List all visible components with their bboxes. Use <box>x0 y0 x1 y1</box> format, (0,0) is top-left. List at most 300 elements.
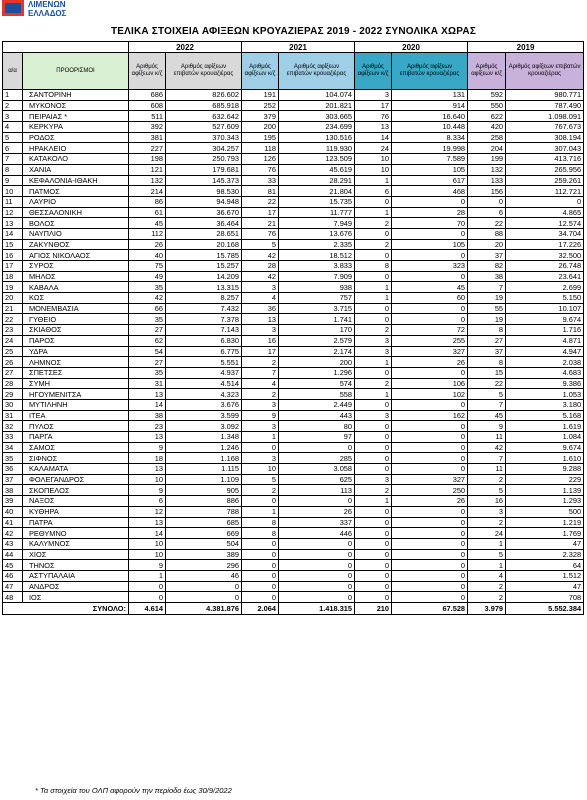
col-2019-arrivals: Αριθμός αφίξεων κ/ζ <box>468 53 506 90</box>
port-name: ΜΥΤΙΛΗΝΗ <box>23 399 129 410</box>
value-cell: 4.323 <box>166 389 242 400</box>
port-name: ΝΑΥΠΛΙΟ <box>23 228 129 239</box>
table-row <box>3 346 584 357</box>
total-cell: 1.418.315 <box>279 603 355 615</box>
value-cell: 70 <box>392 218 468 229</box>
value-cell: 370.343 <box>166 132 242 143</box>
value-cell: 0 <box>279 549 355 560</box>
year-2020: 2020 <box>355 42 468 53</box>
table-row <box>3 378 584 389</box>
value-cell: 327 <box>392 346 468 357</box>
value-cell: 214 <box>129 186 166 197</box>
value-cell: 1 <box>355 175 392 186</box>
row-index: 27 <box>3 367 23 378</box>
value-cell: 0 <box>392 196 468 207</box>
table-row <box>3 186 584 197</box>
value-cell: 17.226 <box>506 239 584 250</box>
port-name: ΣΥΡΟΣ <box>23 261 129 272</box>
row-index: 7 <box>3 154 23 165</box>
table-row <box>3 303 584 314</box>
page-title: ΤΕΛΙΚΑ ΣΤΟΙΧΕΙΑ ΑΦΙΞΕΩΝ ΚΡΟΥΑΖΙΕΡΑΣ 2019 - 2022 ΣΥΝΟΛΙΚΑ ΧΩΡΑΣ <box>110 26 477 37</box>
total-cell: 67.528 <box>392 603 468 615</box>
total-cell: 5.552.384 <box>506 603 584 615</box>
value-cell: 47 <box>506 538 584 549</box>
value-cell: 0 <box>392 271 468 282</box>
value-cell: 0 <box>242 442 279 453</box>
value-cell: 15.785 <box>166 250 242 261</box>
value-cell: 0 <box>355 250 392 261</box>
row-index: 10 <box>3 186 23 197</box>
col-2021-passengers: Αριθμός αφίξεων επιβατών κρουαζιέρας <box>279 53 355 90</box>
value-cell: 42 <box>242 250 279 261</box>
value-cell: 3.058 <box>279 464 355 475</box>
table-row <box>3 538 584 549</box>
value-cell: 7.909 <box>279 271 355 282</box>
port-name: ΒΟΛΟΣ <box>23 218 129 229</box>
value-cell: 0 <box>355 399 392 410</box>
table-row <box>3 506 584 517</box>
row-index: 22 <box>3 314 23 325</box>
value-cell: 308.194 <box>506 132 584 143</box>
value-cell: 13 <box>129 517 166 528</box>
value-cell: 392 <box>129 122 166 133</box>
value-cell: 250 <box>392 485 468 496</box>
value-cell: 0 <box>242 592 279 603</box>
value-cell: 1.098.091 <box>506 111 584 122</box>
value-cell: 10 <box>242 464 279 475</box>
port-name: ΠΥΛΟΣ <box>23 421 129 432</box>
table-row <box>3 271 584 282</box>
value-cell: 511 <box>129 111 166 122</box>
value-cell: 60 <box>392 293 468 304</box>
value-cell: 28 <box>242 261 279 272</box>
value-cell: 0 <box>506 196 584 207</box>
value-cell: 1.741 <box>279 314 355 325</box>
col-2020-arrivals: Αριθμός αφίξεων κ/ζ <box>355 53 392 90</box>
value-cell: 10 <box>129 549 166 560</box>
port-name: ΙΤΕΑ <box>23 410 129 421</box>
value-cell: 13 <box>129 389 166 400</box>
row-index: 33 <box>3 432 23 443</box>
value-cell: 7 <box>468 453 506 464</box>
row-index: 26 <box>3 357 23 368</box>
value-cell: 252 <box>242 100 279 111</box>
port-name: ΙΟΣ <box>23 592 129 603</box>
value-cell: 327 <box>392 474 468 485</box>
table-row <box>3 549 584 560</box>
value-cell: 201.821 <box>279 100 355 111</box>
value-cell: 0 <box>279 581 355 592</box>
row-index: 48 <box>3 592 23 603</box>
value-cell: 413.716 <box>506 154 584 165</box>
table-row <box>3 90 584 101</box>
value-cell: 18 <box>129 453 166 464</box>
total-cell: 3.979 <box>468 603 506 615</box>
value-cell: 0 <box>279 560 355 571</box>
port-name: ΑΓΙΟΣ ΝΙΚΟΛΑΟΣ <box>23 250 129 261</box>
value-cell: 13 <box>129 432 166 443</box>
total-row <box>3 603 584 615</box>
value-cell: 767.673 <box>506 122 584 133</box>
value-cell: 4.514 <box>166 378 242 389</box>
value-cell: 2 <box>242 357 279 368</box>
value-cell: 3.092 <box>166 421 242 432</box>
value-cell: 0 <box>355 549 392 560</box>
col-2020-passengers: Αριθμός αφίξεων επιβατών κρουαζιέρας <box>392 53 468 90</box>
value-cell: 36.464 <box>166 218 242 229</box>
value-cell: 7.949 <box>279 218 355 229</box>
table-row <box>3 218 584 229</box>
value-cell: 130.516 <box>279 132 355 143</box>
value-cell: 8.257 <box>166 293 242 304</box>
value-cell: 0 <box>392 250 468 261</box>
row-index: 14 <box>3 228 23 239</box>
table-row <box>3 485 584 496</box>
value-cell: 12 <box>129 506 166 517</box>
value-cell: 0 <box>392 528 468 539</box>
value-cell: 118 <box>242 143 279 154</box>
value-cell: 379 <box>242 111 279 122</box>
value-cell: 4 <box>242 378 279 389</box>
value-cell: 303.665 <box>279 111 355 122</box>
value-cell: 3.676 <box>166 399 242 410</box>
value-cell: 17 <box>242 207 279 218</box>
port-name: ΣΑΜΟΣ <box>23 442 129 453</box>
port-name: ΦΟΛΕΓΑΝΔΡΟΣ <box>23 474 129 485</box>
value-cell: 389 <box>166 549 242 560</box>
value-cell: 112.721 <box>506 186 584 197</box>
value-cell: 10 <box>129 474 166 485</box>
value-cell: 420 <box>468 122 506 133</box>
value-cell: 8 <box>242 528 279 539</box>
value-cell: 6.830 <box>166 335 242 346</box>
value-cell: 0 <box>355 421 392 432</box>
row-index: 47 <box>3 581 23 592</box>
table-row <box>3 175 584 186</box>
value-cell: 75 <box>129 261 166 272</box>
value-cell: 3 <box>355 346 392 357</box>
value-cell: 26 <box>392 496 468 507</box>
row-index: 41 <box>3 517 23 528</box>
port-name: ΚΥΘΗΡΑ <box>23 506 129 517</box>
value-cell: 0 <box>279 570 355 581</box>
value-cell: 5.168 <box>506 410 584 421</box>
year-2021: 2021 <box>242 42 355 53</box>
value-cell: 8 <box>468 357 506 368</box>
value-cell: 0 <box>355 592 392 603</box>
value-cell: 26.748 <box>506 261 584 272</box>
value-cell: 905 <box>166 485 242 496</box>
value-cell: 7.378 <box>166 314 242 325</box>
value-cell: 625 <box>279 474 355 485</box>
port-name: ΠΑΡΟΣ <box>23 335 129 346</box>
value-cell: 45 <box>129 218 166 229</box>
value-cell: 632.642 <box>166 111 242 122</box>
port-name: ΛΗΜΝΟΣ <box>23 357 129 368</box>
value-cell: 9 <box>129 485 166 496</box>
value-cell: 307.043 <box>506 143 584 154</box>
value-cell: 788 <box>166 506 242 517</box>
port-name: ΧΙΟΣ <box>23 549 129 560</box>
row-index: 5 <box>3 132 23 143</box>
table-row <box>3 367 584 378</box>
value-cell: 1.168 <box>166 453 242 464</box>
value-cell: 0 <box>392 570 468 581</box>
port-name: ΗΡΑΚΛΕΙΟ <box>23 143 129 154</box>
value-cell: 81 <box>242 186 279 197</box>
value-cell: 10 <box>355 154 392 165</box>
value-cell: 2.038 <box>506 357 584 368</box>
value-cell: 20 <box>468 239 506 250</box>
row-index: 17 <box>3 261 23 272</box>
value-cell: 19.998 <box>392 143 468 154</box>
value-cell: 1 <box>242 432 279 443</box>
value-cell: 2 <box>468 517 506 528</box>
value-cell: 102 <box>392 389 468 400</box>
value-cell: 22 <box>468 378 506 389</box>
port-name: ΜΟΝΕΜΒΑΣΙΑ <box>23 303 129 314</box>
value-cell: 76 <box>242 164 279 175</box>
value-cell: 0 <box>355 228 392 239</box>
value-cell: 0 <box>355 314 392 325</box>
value-cell: 0 <box>129 592 166 603</box>
port-name: ΝΑΞΟΣ <box>23 496 129 507</box>
port-name: ΜΗΛΟΣ <box>23 271 129 282</box>
value-cell: 21.804 <box>279 186 355 197</box>
table-row <box>3 421 584 432</box>
value-cell: 3 <box>355 474 392 485</box>
value-cell: 7 <box>468 282 506 293</box>
value-cell: 170 <box>279 325 355 336</box>
value-cell: 88 <box>468 228 506 239</box>
value-cell: 2 <box>355 485 392 496</box>
table-row <box>3 239 584 250</box>
column-header-row <box>3 53 584 90</box>
table-container <box>2 41 583 615</box>
port-name: ΓΥΘΕΙΟ <box>23 314 129 325</box>
value-cell: 156 <box>468 186 506 197</box>
value-cell: 3 <box>242 325 279 336</box>
value-cell: 28 <box>392 207 468 218</box>
value-cell: 3 <box>242 282 279 293</box>
value-cell: 61 <box>129 207 166 218</box>
value-cell: 2 <box>242 389 279 400</box>
value-cell: 0 <box>392 506 468 517</box>
table-row <box>3 196 584 207</box>
value-cell: 2.449 <box>279 399 355 410</box>
value-cell: 31 <box>129 378 166 389</box>
value-cell: 0 <box>355 517 392 528</box>
value-cell: 0 <box>392 421 468 432</box>
value-cell: 8.334 <box>392 132 468 143</box>
row-index: 2 <box>3 100 23 111</box>
value-cell: 42 <box>468 442 506 453</box>
port-name: ΠΑΤΜΟΣ <box>23 186 129 197</box>
row-index: 15 <box>3 239 23 250</box>
row-index: 31 <box>3 410 23 421</box>
value-cell: 22 <box>242 196 279 207</box>
value-cell: 121 <box>129 164 166 175</box>
value-cell: 0 <box>392 453 468 464</box>
table-row <box>3 164 584 175</box>
year-2019: 2019 <box>468 42 584 53</box>
total-cell: 4.614 <box>129 603 166 615</box>
value-cell: 468 <box>392 186 468 197</box>
value-cell: 46 <box>166 570 242 581</box>
value-cell: 7 <box>242 367 279 378</box>
value-cell: 13 <box>242 314 279 325</box>
value-cell: 826.602 <box>166 90 242 101</box>
value-cell: 2.174 <box>279 346 355 357</box>
value-cell: 131 <box>392 90 468 101</box>
table-row <box>3 132 584 143</box>
row-index: 43 <box>3 538 23 549</box>
value-cell: 16 <box>242 335 279 346</box>
value-cell: 1 <box>355 357 392 368</box>
value-cell: 36.670 <box>166 207 242 218</box>
value-cell: 1 <box>355 282 392 293</box>
value-cell: 0 <box>392 517 468 528</box>
value-cell: 9 <box>129 560 166 571</box>
table-row <box>3 111 584 122</box>
row-index: 13 <box>3 218 23 229</box>
value-cell: 112 <box>129 228 166 239</box>
port-name: ΡΕΘΥΜΝΟ <box>23 528 129 539</box>
value-cell: 9.674 <box>506 314 584 325</box>
logo <box>2 0 112 22</box>
value-cell: 27 <box>129 325 166 336</box>
value-cell: 446 <box>279 528 355 539</box>
value-cell: 1 <box>355 207 392 218</box>
value-cell: 558 <box>279 389 355 400</box>
value-cell: 7.143 <box>166 325 242 336</box>
value-cell: 23 <box>129 421 166 432</box>
value-cell: 45 <box>392 282 468 293</box>
row-index: 16 <box>3 250 23 261</box>
row-index: 25 <box>3 346 23 357</box>
table-row <box>3 293 584 304</box>
row-index: 23 <box>3 325 23 336</box>
value-cell: 45.619 <box>279 164 355 175</box>
value-cell: 4.865 <box>506 207 584 218</box>
total-label: ΣΥΝΟΛΟ: <box>3 603 129 615</box>
value-cell: 86 <box>129 196 166 207</box>
value-cell: 18.512 <box>279 250 355 261</box>
value-cell: 0 <box>355 581 392 592</box>
value-cell: 49 <box>129 271 166 282</box>
value-cell: 24 <box>468 528 506 539</box>
value-cell: 3.715 <box>279 303 355 314</box>
value-cell: 1 <box>468 538 506 549</box>
row-index: 6 <box>3 143 23 154</box>
value-cell: 296 <box>166 560 242 571</box>
value-cell: 1 <box>129 570 166 581</box>
logo-line2: ΕΛΛΑΔΟΣ <box>28 9 67 18</box>
value-cell: 132 <box>129 175 166 186</box>
value-cell: 5 <box>242 239 279 250</box>
table-row <box>3 410 584 421</box>
value-cell: 259.261 <box>506 175 584 186</box>
value-cell: 3 <box>242 399 279 410</box>
value-cell: 28.291 <box>279 175 355 186</box>
value-cell: 1.716 <box>506 325 584 336</box>
value-cell: 608 <box>129 100 166 111</box>
port-name: ΚΕΡΚΥΡΑ <box>23 122 129 133</box>
row-index: 28 <box>3 378 23 389</box>
table-row <box>3 207 584 218</box>
value-cell: 504 <box>166 538 242 549</box>
row-index: 35 <box>3 453 23 464</box>
table-row <box>3 432 584 443</box>
value-cell: 19 <box>468 314 506 325</box>
value-cell: 8 <box>242 517 279 528</box>
value-cell: 0 <box>355 538 392 549</box>
value-cell: 0 <box>279 442 355 453</box>
table-row <box>3 517 584 528</box>
value-cell: 4.683 <box>506 367 584 378</box>
value-cell: 337 <box>279 517 355 528</box>
value-cell: 14.209 <box>166 271 242 282</box>
value-cell: 8 <box>355 261 392 272</box>
port-name: ΣΥΜΗ <box>23 378 129 389</box>
value-cell: 1.512 <box>506 570 584 581</box>
row-index: 45 <box>3 560 23 571</box>
value-cell: 886 <box>166 496 242 507</box>
value-cell: 4.947 <box>506 346 584 357</box>
value-cell: 9.288 <box>506 464 584 475</box>
value-cell: 5 <box>242 474 279 485</box>
value-cell: 2 <box>242 485 279 496</box>
value-cell: 34.704 <box>506 228 584 239</box>
value-cell: 199 <box>468 154 506 165</box>
value-cell: 574 <box>279 378 355 389</box>
value-cell: 304.257 <box>166 143 242 154</box>
value-cell: 0 <box>355 303 392 314</box>
table-row <box>3 314 584 325</box>
value-cell: 3.599 <box>166 410 242 421</box>
table-row <box>3 325 584 336</box>
value-cell: 62 <box>129 335 166 346</box>
total-cell: 210 <box>355 603 392 615</box>
value-cell: 191 <box>242 90 279 101</box>
value-cell: 17 <box>242 346 279 357</box>
value-cell: 123.509 <box>279 154 355 165</box>
table-row <box>3 570 584 581</box>
value-cell: 5.551 <box>166 357 242 368</box>
value-cell: 76 <box>355 111 392 122</box>
port-name: ΣΠΕΤΣΕΣ <box>23 367 129 378</box>
value-cell: 0 <box>279 592 355 603</box>
row-index: 36 <box>3 464 23 475</box>
table-row <box>3 592 584 603</box>
value-cell: 2 <box>468 592 506 603</box>
value-cell: 33 <box>242 175 279 186</box>
value-cell: 500 <box>506 506 584 517</box>
value-cell: 104.074 <box>279 90 355 101</box>
value-cell: 1 <box>242 506 279 517</box>
footnote: * Τα στοιχεία του ΟΛΠ αφορούν την περίοδο έως 30/9/2022 <box>35 786 232 795</box>
value-cell: 0 <box>468 196 506 207</box>
row-index: 30 <box>3 399 23 410</box>
value-cell: 179.681 <box>166 164 242 175</box>
value-cell: 0 <box>392 560 468 571</box>
value-cell: 24 <box>355 143 392 154</box>
value-cell: 757 <box>279 293 355 304</box>
col-2022-passengers: Αριθμός αφίξεων επιβατών κρουαζιέρας <box>166 53 242 90</box>
value-cell: 20.168 <box>166 239 242 250</box>
row-index: 9 <box>3 175 23 186</box>
value-cell: 0 <box>392 549 468 560</box>
